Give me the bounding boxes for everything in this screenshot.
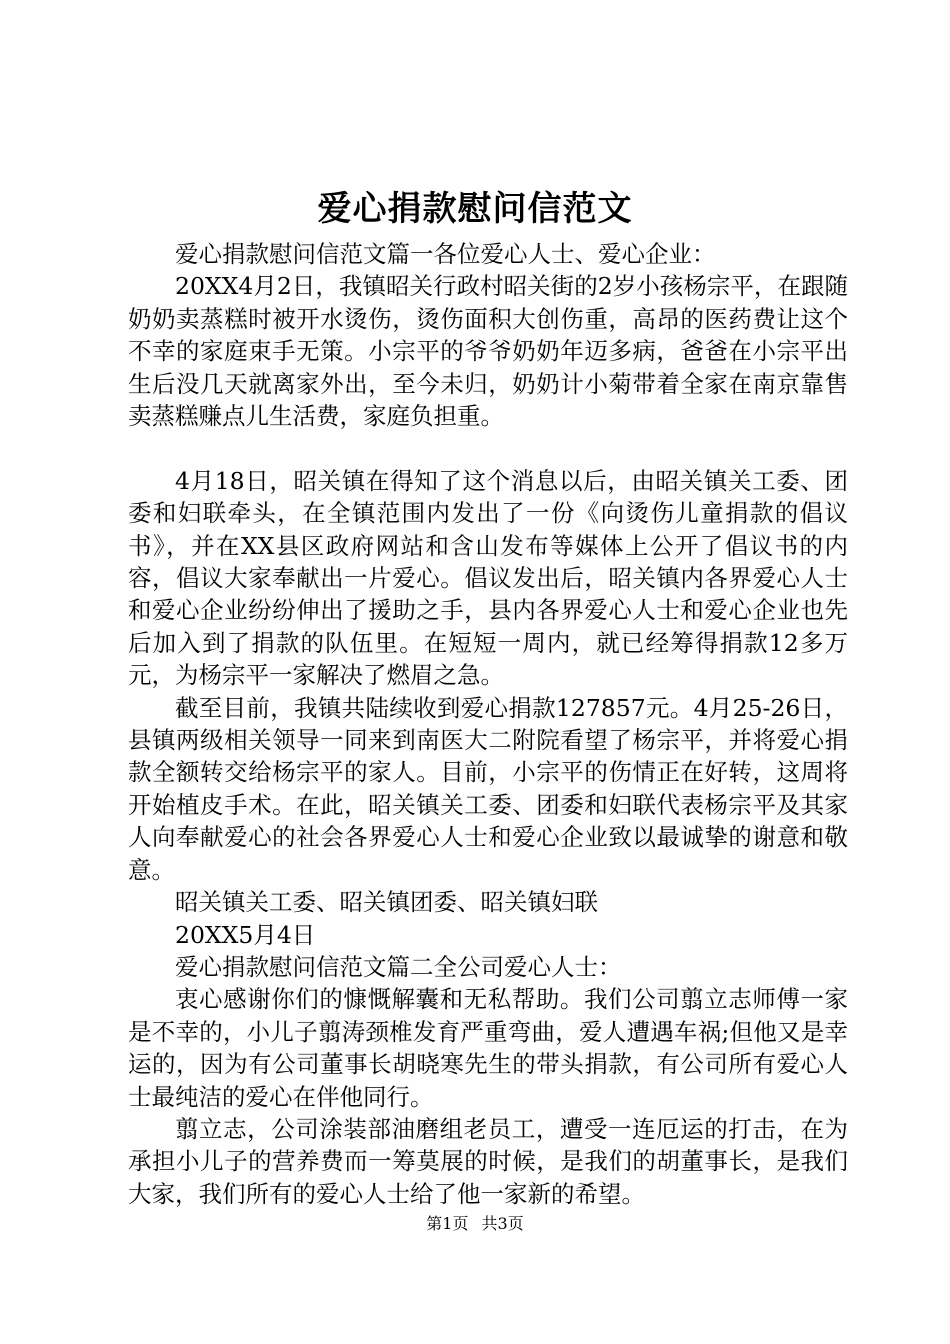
document-body [128,238,848,1210]
paragraph-salutation-2: 爱心捐款慰问信范文篇二全公司爱心人士： [175,952,622,981]
paragraph-signature: 昭关镇关工委、昭关镇团委、昭关镇妇联 [175,888,598,917]
document-title: 爱心捐款慰问信范文 [317,189,633,229]
paragraph-thanks: 衷心感谢你们的慷慨解囊和无私帮助。我们公司翦立志师傅一家是不幸的，小儿子翦涛颈椎发育严重弯曲，爱人遭遇车祸;但他又是幸运的，因为有公司董事长胡晓寒先生的带头捐款，有公司所有爱心人士最纯洁的爱心在伴他同行。 [128,985,848,1111]
paragraph-date: 20XX5月4日 [175,920,316,949]
paragraph-incident: 20XX4月2日，我镇昭关行政村昭关街的2岁小孩杨宗平，在跟随奶奶卖蒸糕时被开水烫伤，烫伤面积大创伤重，高昂的医药费让这个不幸的家庭束手无策。小宗平的爷爷奶奶年迈多病，爸爸在小宗平出生后没几天就离家外出，至今未归，奶奶计小菊带着全家在南京靠售卖蒸糕赚点儿生活费，家庭负担重。 [128,272,848,431]
page-total: 共3页 [481,1214,524,1233]
paragraph-salutation-1: 爱心捐款慰问信范文篇一各位爱心人士、爱心企业： [175,240,716,268]
paragraph-employee-story: 翦立志，公司涂装部油磨组老员工，遭受一连厄运的打击，在为承担小儿子的营养费而一筹莫展的时候，是我们的胡董事长，是我们大家，我们所有的爱心人士给了他一家新的希望。 [128,1114,848,1208]
page-footer [0,1212,950,1236]
paragraph-initiative: 4月18日，昭关镇在得知了这个消息以后，由昭关镇关工委、团委和妇联牵头，在全镇范围内发出了一份《向烫伤儿童捐款的倡议书》，并在XX县区政府网站和含山发布等媒体上公开了倡议书的内容，倡议大家奉献出一片爱心。倡议发出后，昭关镇内各界爱心人士和爱心企业纷纷伸出了援助之手，县内各界爱心人士和爱心企业也先后加入到了捐款的队伍里。在短短一周内，就已经筹得捐款12多万元，为杨宗平一家解决了燃眉之急。 [128,466,848,690]
page-number: 第1页 [426,1214,469,1233]
paragraph-donation-result: 截至目前，我镇共陆续收到爱心捐款127857元。4月25-26日，县镇两级相关领导一同来到南医大二附院看望了杨宗平，并将爱心捐款全额转交给杨宗平的家人。目前，小宗平的伤情正在好转，这周将开始植皮手术。在此，昭关镇关工委、团委和妇联代表杨宗平及其家人向奉献爱心的社会各界爱心人士和爱心企业致以最诚挚的谢意和敬意。 [128,693,848,884]
